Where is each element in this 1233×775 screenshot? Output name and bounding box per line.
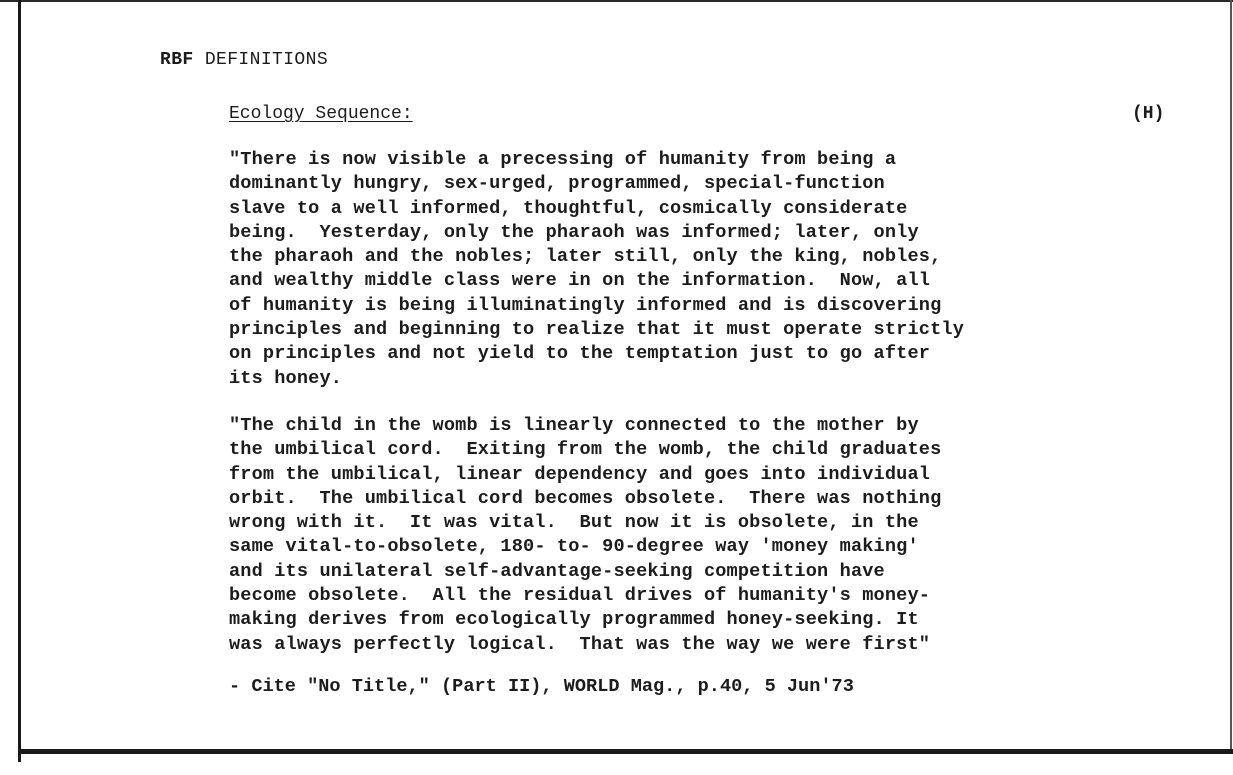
term-heading: Ecology Sequence: [229, 104, 413, 124]
card-bottom-border [18, 749, 1233, 754]
header-title: DEFINITIONS [204, 50, 329, 70]
category-code: (H) [1132, 104, 1165, 124]
quote-paragraph-2: "The child in the womb is linearly connected to the mother by the umbilical cord. Exiting from the womb, the child graduates from the umbilical, linear dependency and goes into individual orbit. The umbilical cord becomes obsolete. There was nothing wrong with it. It was vital. But now it is obsolete, in the same vital-to-obsolete, 180- to- 90-degree way 'money making' and its unilateral self-advantage-seeking competition have become obsolete. All the residual drives of humanity's money- making derives from ecologically programmed honey-seeking. It was always perfectly logical. That was the way we were first" [229, 415, 942, 655]
card-header [160, 50, 328, 70]
citation: - Cite "No Title," (Part II), WORLD Mag., p.40, 5 Jun'73 [229, 676, 854, 697]
card-top-border [0, 0, 1233, 2]
card-right-border [1230, 0, 1232, 754]
quote-paragraph-1: "There is now visible a precessing of humanity from being a dominantly hungry, sex-urged, programmed, special-function slave to a well informed, thoughtful, cosmically considerate being. Yesterday, only the pharaoh was informed; later, only the pharaoh and the nobles; later still, only the king, nobles, and wealthy middle class were in on the information. Now, all of humanity is being illuminatingly informed and is discovering principles and beginning to realize that it must operate strictly on principles and not yield to the temptation just to go after its honey. [229, 149, 965, 389]
header-prefix: RBF [160, 50, 194, 70]
card-left-border [18, 0, 21, 762]
